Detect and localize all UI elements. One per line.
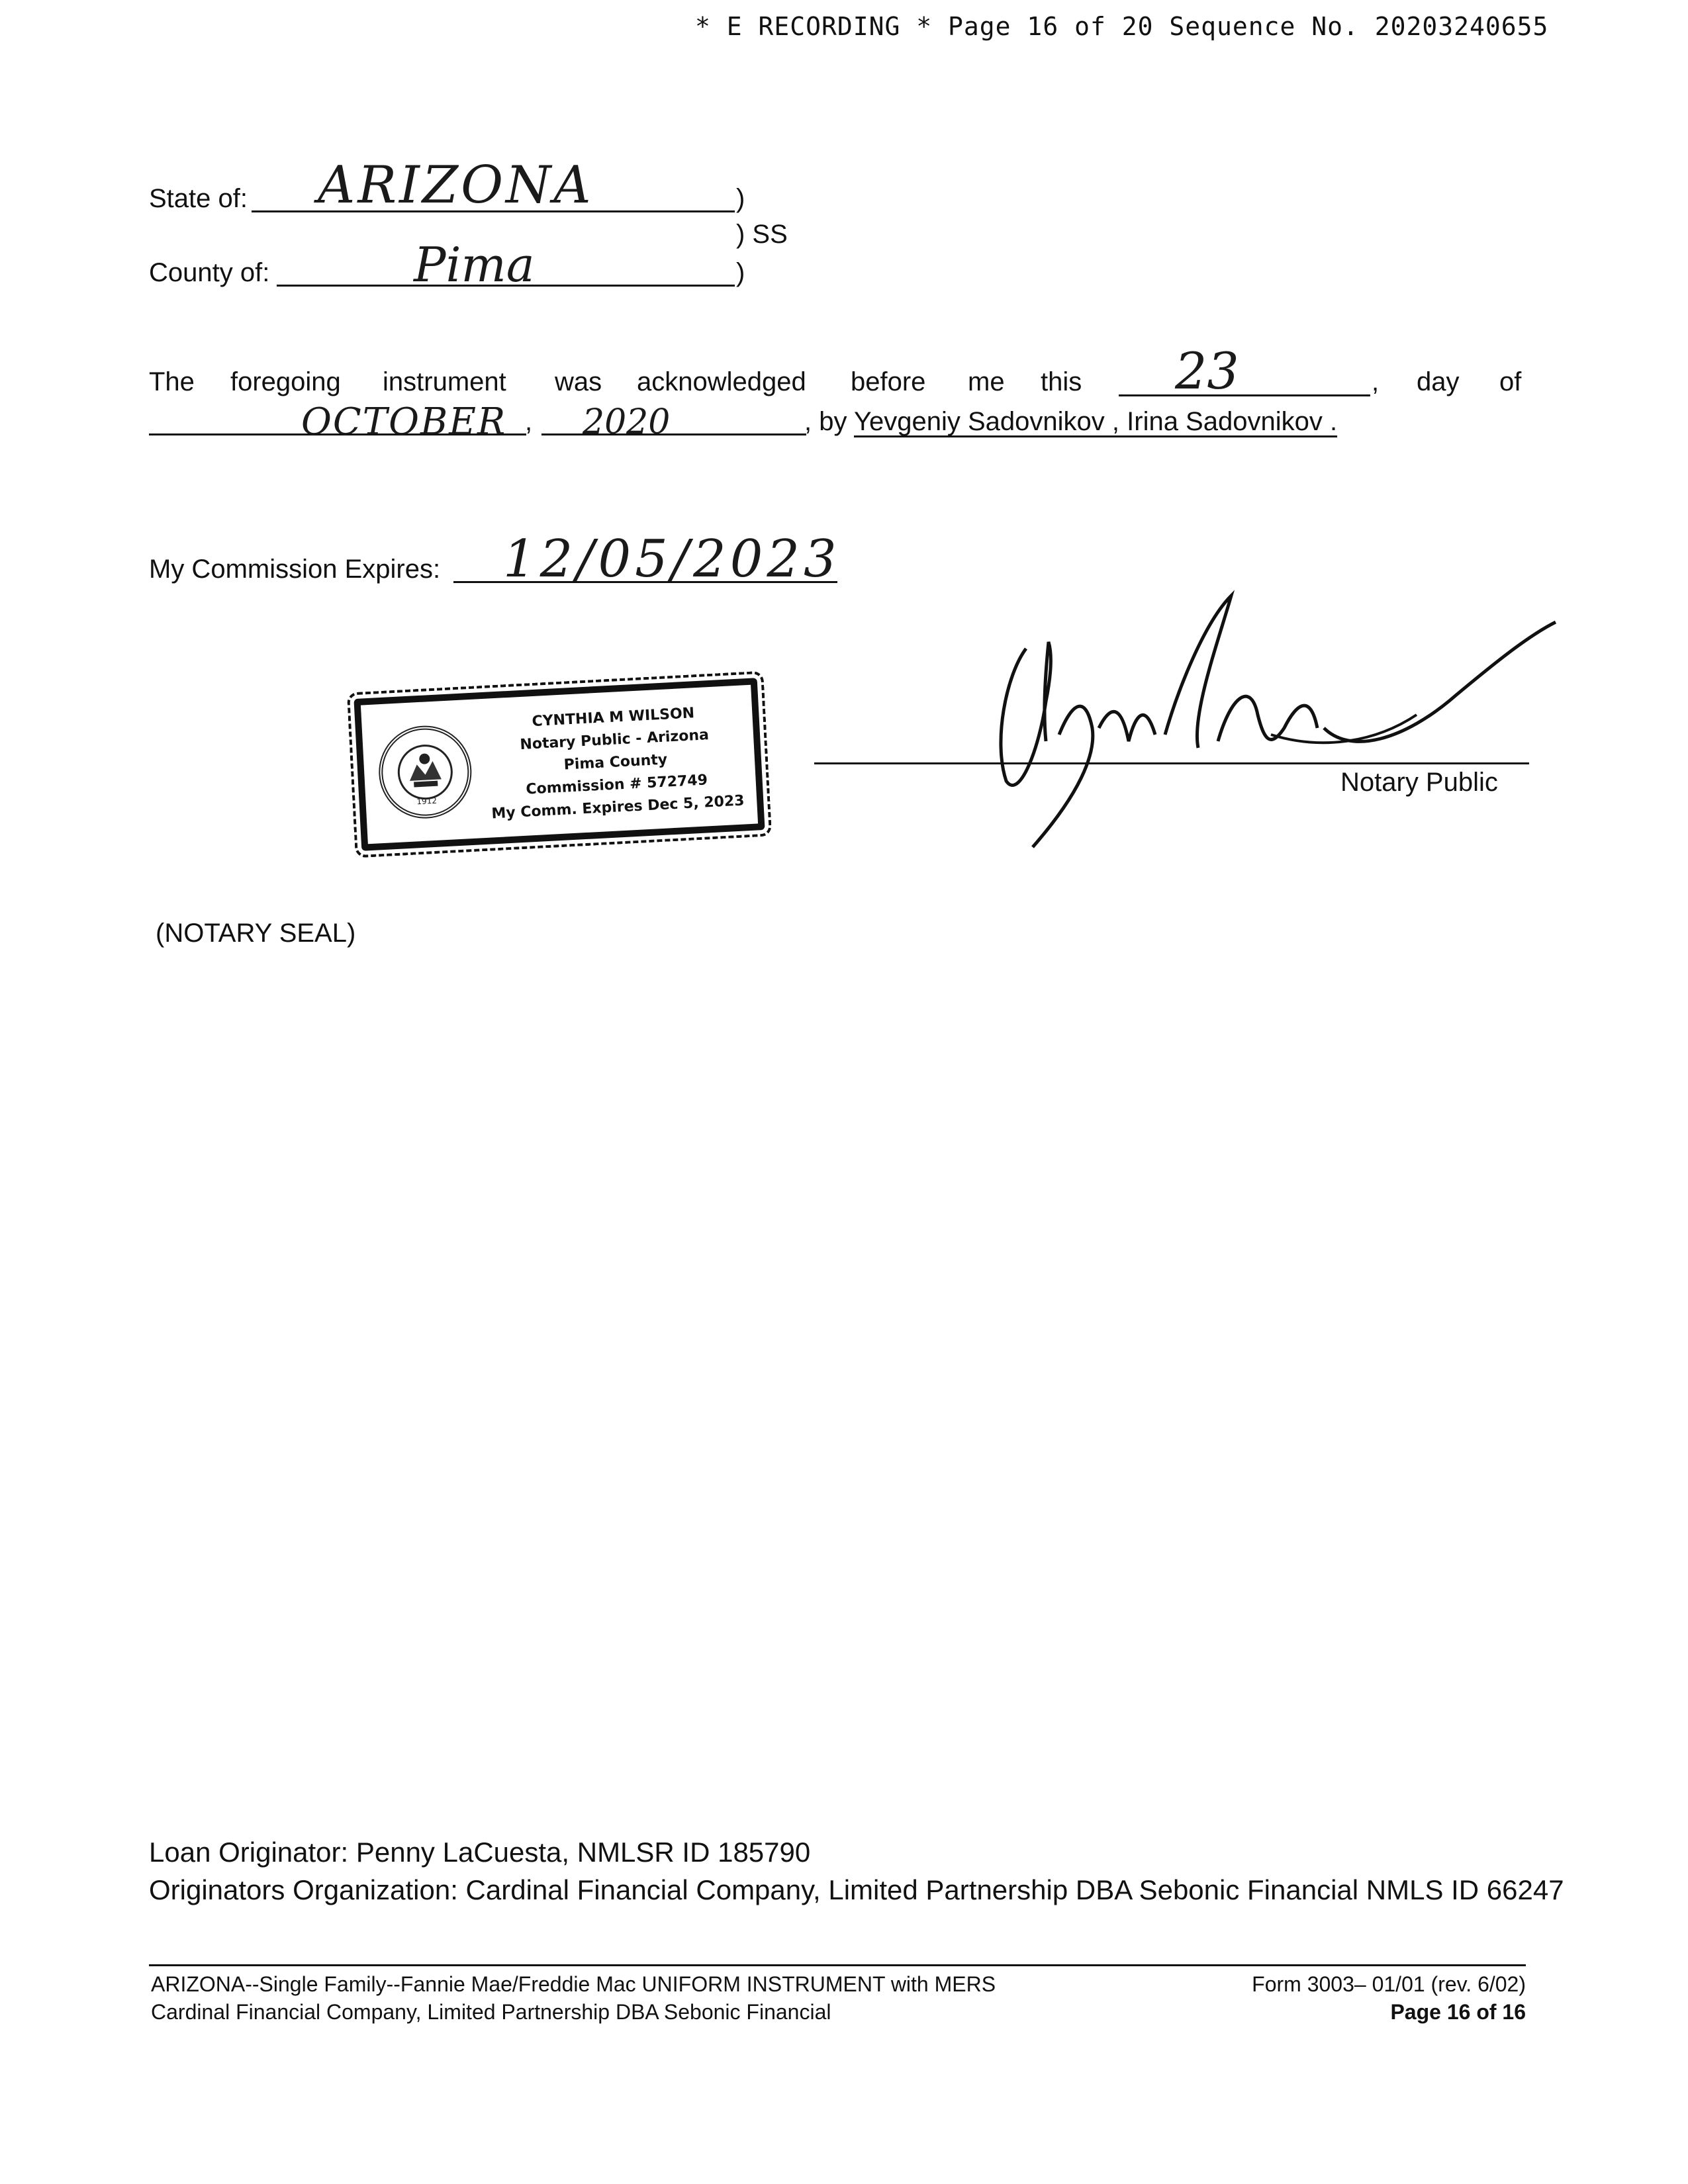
recording-header: * E RECORDING * Page 16 of 20 Sequence No. 20203240655 (695, 12, 1549, 41)
county-label: County of: (149, 258, 270, 287)
commission-label: My Commission Expires: (149, 555, 441, 584)
ack-word: day (1417, 367, 1460, 396)
day-handwritten-value: 23 (1175, 341, 1239, 400)
signers-names: Yevgeniy Sadovnikov , Irina Sadovnikov . (854, 407, 1338, 436)
state-label: State of: (149, 184, 248, 213)
year-handwritten-value: 2020 (583, 402, 671, 442)
footer-lender: Cardinal Financial Company, Limited Partnership DBA Sebonic Financial (151, 2000, 831, 2024)
ack-word: foregoing (230, 367, 341, 396)
stamp-name: CYNTHIA M WILSON (532, 705, 695, 731)
state-paren: ) (736, 184, 745, 213)
stamp-expires: My Comm. Expires Dec 5, 2023 (491, 792, 745, 823)
stamp-county: Pima County (563, 751, 668, 774)
year-underline (541, 433, 806, 435)
county-paren: ) (736, 258, 745, 287)
county-handwritten-value: Pima (414, 237, 535, 293)
stamp-commission: Commission # 572749 (525, 772, 708, 798)
day-comma: , (1372, 367, 1380, 396)
footer-page: Page 16 of 16 (1390, 2000, 1526, 2024)
footer-form-title: ARIZONA--Single Family--Fannie Mae/Freddie Mac UNIFORM INSTRUMENT with MERS (151, 1972, 996, 1996)
day-underline (1119, 394, 1370, 396)
ack-word: this (1041, 367, 1082, 396)
ack-word: instrument (383, 367, 506, 396)
svg-text:1912: 1912 (416, 796, 438, 807)
ack-word: The (149, 367, 195, 396)
originator-organization: Originators Organization: Cardinal Financial Company, Limited Partnership DBA Sebonic Financial NMLS ID 66247 (149, 1874, 1564, 1905)
footer-form-number: Form 3003– 01/01 (rev. 6/02) (1252, 1972, 1526, 1996)
by-prefix: , by (804, 407, 847, 436)
ack-word: acknowledged (637, 367, 806, 396)
month-handwritten-value: OCTOBER (301, 400, 507, 443)
notary-public-label: Notary Public (1340, 768, 1498, 797)
notary-seal-caption: (NOTARY SEAL) (156, 919, 356, 948)
ack-word: me (968, 367, 1005, 396)
state-handwritten-value: ARIZONA (318, 156, 594, 215)
loan-originator: Loan Originator: Penny LaCuesta, NMLSR ID 185790 (149, 1837, 811, 1868)
stamp-title: Notary Public - Arizona (519, 727, 710, 754)
ack-word: before (851, 367, 926, 396)
stamp-text (481, 700, 751, 826)
commission-handwritten-value: 12/05/2023 (503, 529, 841, 589)
ack-word: of (1499, 367, 1522, 396)
ack-word: was (555, 367, 602, 396)
notary-signature-graphic (980, 582, 1575, 860)
notary-stamp (353, 678, 765, 851)
ss-label: ) SS (736, 220, 788, 249)
month-comma: , (525, 407, 533, 436)
state-seal-icon (377, 723, 474, 821)
footer-rule (149, 1964, 1526, 1966)
